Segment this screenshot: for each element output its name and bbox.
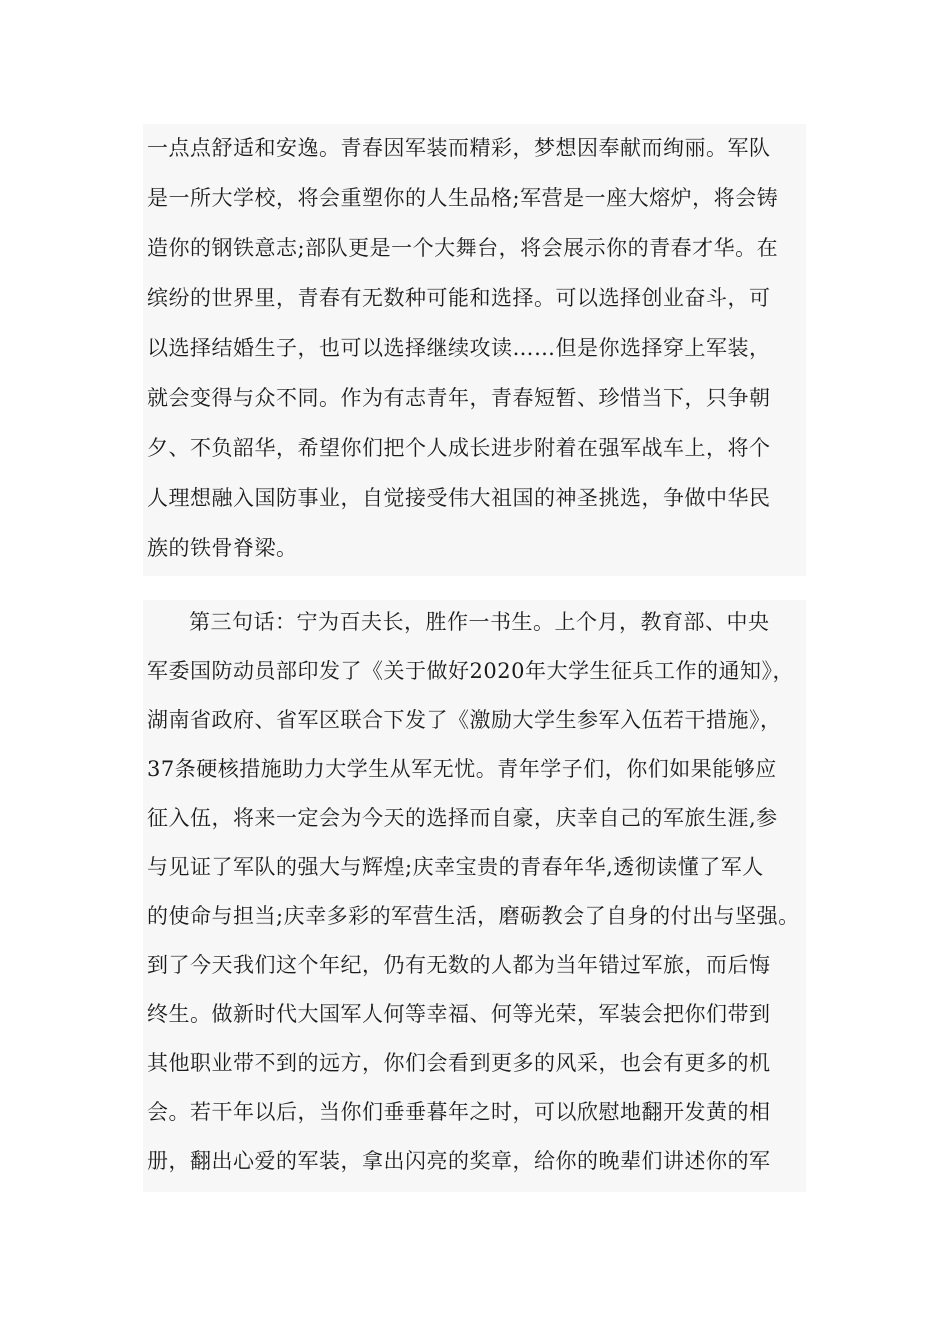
text-line: 是一所大学校，将会重塑你的人生品格;军营是一座大熔炉，将会铸: [147, 186, 779, 210]
text-line: 造你的钢铁意志;部队更是一个大舞台，将会展示你的青春才华。在: [147, 236, 779, 260]
paragraph-third-saying: [143, 600, 806, 1192]
text-line: 册，翻出心爱的军装，拿出闪亮的奖章，给你的晚辈们讲述你的军: [147, 1149, 771, 1173]
text-line: 与见证了军队的强大与辉煌;庆幸宝贵的青春年华,透彻读懂了军人: [147, 855, 764, 879]
text-line: 族的铁骨脊梁。: [147, 536, 298, 560]
text-line: 湖南省政府、省军区联合下发了《激励大学生参军入伍若干措施》，: [147, 708, 782, 732]
text-line: 军委国防动员部印发了《关于做好2020年大学生征兵工作的通知》，: [147, 659, 794, 683]
text-line: 的使命与担当;庆幸多彩的军营生活，磨砺教会了自身的付出与坚强。: [147, 904, 800, 928]
text-line: 一点点舒适和安逸。青春因军装而精彩，梦想因奉献而绚丽。军队: [147, 136, 771, 160]
text-line: 缤纷的世界里，青春有无数种可能和选择。可以选择创业奋斗，可: [147, 286, 771, 310]
text-line: 37条硬核措施助力大学生从军无忧。青年学子们，你们如果能够应: [147, 757, 777, 781]
text-line: 征入伍，将来一定会为今天的选择而自豪，庆幸自己的军旅生涯,参: [147, 806, 778, 830]
text-line: 以选择结婚生子，也可以选择继续攻读……但是你选择穿上军装，: [147, 336, 771, 360]
text-line: 第三句话：宁为百夫长，胜作一书生。上个月，教育部、中央: [189, 610, 770, 634]
text-line: 夕、不负韶华，希望你们把个人成长进步附着在强军战车上，将个: [147, 436, 771, 460]
text-line: 就会变得与众不同。作为有志青年，青春短暂、珍惜当下，只争朝: [147, 386, 771, 410]
paragraph-continued: [143, 124, 806, 576]
text-line: 终生。做新时代大国军人何等幸福、何等光荣，军装会把你们带到: [147, 1002, 771, 1026]
text-line: 会。若干年以后，当你们垂垂暮年之时，可以欣慰地翻开发黄的相: [147, 1100, 771, 1124]
text-line: 人理想融入国防事业，自觉接受伟大祖国的神圣挑选，争做中华民: [147, 486, 771, 510]
text-line: 到了今天我们这个年纪，仍有无数的人都为当年错过军旅，而后悔: [147, 953, 771, 977]
text-line: 其他职业带不到的远方，你们会看到更多的风采，也会有更多的机: [147, 1051, 771, 1075]
